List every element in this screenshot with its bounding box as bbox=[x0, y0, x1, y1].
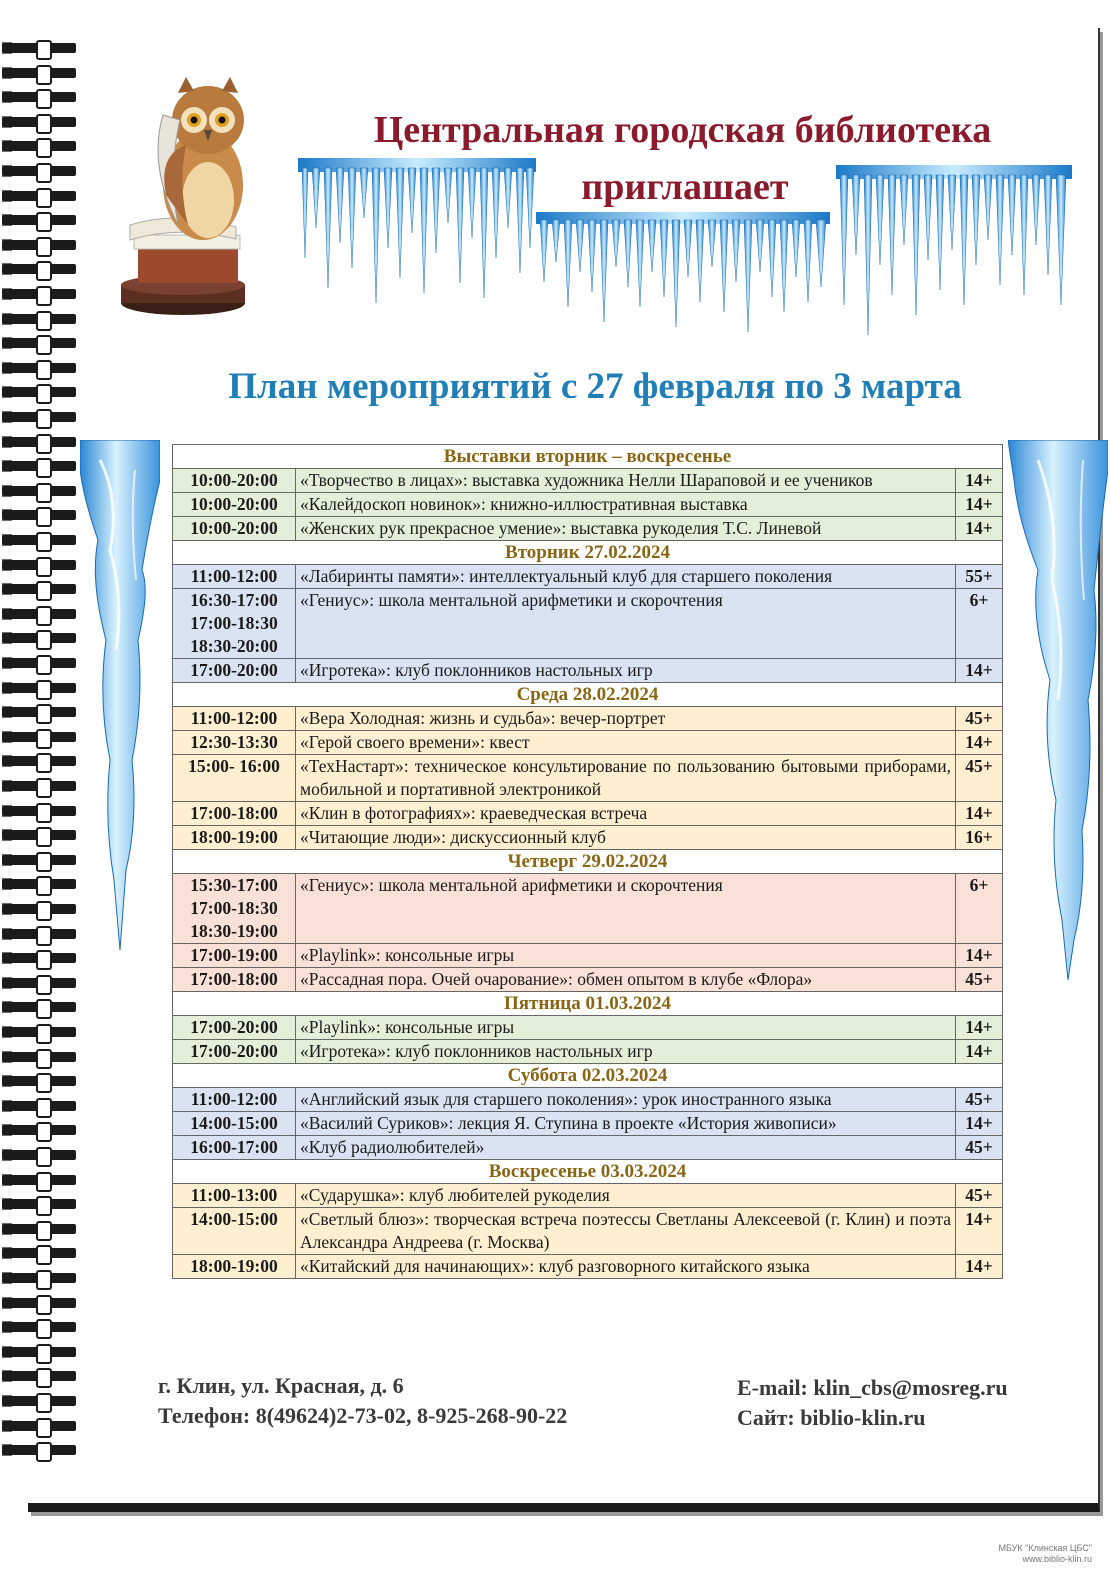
spiral-coil bbox=[2, 1270, 76, 1286]
event-row bbox=[173, 755, 1003, 802]
event-row bbox=[173, 469, 1003, 493]
spiral-coil bbox=[2, 532, 76, 548]
event-description: «Клуб радиолюбителей» bbox=[296, 1136, 956, 1160]
spiral-coil bbox=[2, 1368, 76, 1384]
event-time: 15:00- 16:00 bbox=[173, 755, 296, 802]
age-rating: 6+ bbox=[956, 874, 1003, 944]
age-rating: 55+ bbox=[956, 565, 1003, 589]
age-rating: 45+ bbox=[956, 1136, 1003, 1160]
spiral-coil bbox=[2, 753, 76, 769]
watermark bbox=[998, 1543, 1092, 1565]
spiral-coil bbox=[2, 876, 76, 892]
spiral-coil bbox=[2, 975, 76, 991]
spiral-coil bbox=[2, 1172, 76, 1188]
spiral-coil bbox=[2, 335, 76, 351]
age-rating: 45+ bbox=[956, 968, 1003, 992]
age-rating: 14+ bbox=[956, 469, 1003, 493]
side-icicle-left bbox=[80, 440, 160, 950]
age-rating: 14+ bbox=[956, 1016, 1003, 1040]
event-description: «Сударушка»: клуб любителей рукоделия bbox=[296, 1184, 956, 1208]
event-description: «Игротека»: клуб поклонников настольных игр bbox=[296, 1040, 956, 1064]
age-rating: 14+ bbox=[956, 731, 1003, 755]
watermark-line2: www.biblio-klin.ru bbox=[1022, 1554, 1092, 1564]
event-description: «Playlink»: консольные игры bbox=[296, 1016, 956, 1040]
library-title: Центральная городская библиотека bbox=[373, 109, 992, 151]
day-header: Выставки вторник – воскресенье bbox=[173, 445, 1003, 469]
event-row bbox=[173, 1088, 1003, 1112]
spiral-coil bbox=[2, 237, 76, 253]
event-description: «Игротека»: клуб поклонников настольных игр bbox=[296, 659, 956, 683]
spiral-coil bbox=[2, 704, 76, 720]
event-row bbox=[173, 1040, 1003, 1064]
spiral-coil bbox=[2, 630, 76, 646]
spiral-coil bbox=[2, 852, 76, 868]
event-description: «Китайский для начинающих»: клуб разговорного китайского языка bbox=[296, 1255, 956, 1279]
spiral-coil bbox=[2, 188, 76, 204]
spiral-coil bbox=[2, 212, 76, 228]
spiral-coil bbox=[2, 729, 76, 745]
icicles-decoration-right bbox=[836, 165, 1072, 340]
event-time: 15:30-17:00 17:00-18:30 18:30-19:00 bbox=[173, 874, 296, 944]
site-text: Сайт: biblio-klin.ru bbox=[737, 1405, 926, 1430]
event-time: 16:00-17:00 bbox=[173, 1136, 296, 1160]
spiral-coil bbox=[2, 89, 76, 105]
icicles-decoration-left bbox=[298, 158, 536, 318]
spiral-coil bbox=[2, 1319, 76, 1335]
day-header-row bbox=[173, 683, 1003, 707]
event-row bbox=[173, 1208, 1003, 1255]
event-time: 10:00-20:00 bbox=[173, 469, 296, 493]
age-rating: 14+ bbox=[956, 1040, 1003, 1064]
day-header-row bbox=[173, 1064, 1003, 1088]
age-rating: 45+ bbox=[956, 707, 1003, 731]
spiral-coil bbox=[2, 1442, 76, 1458]
event-description: «Творчество в лицах»: выставка художника Нелли Шараповой и ее учеников bbox=[296, 469, 956, 493]
age-rating: 14+ bbox=[956, 1208, 1003, 1255]
event-time: 11:00-12:00 bbox=[173, 707, 296, 731]
event-description: «Калейдоскоп новинок»: книжно-иллюстративная выставка bbox=[296, 493, 956, 517]
event-time: 11:00-13:00 bbox=[173, 1184, 296, 1208]
day-header: Среда 28.02.2024 bbox=[173, 683, 1003, 707]
spiral-coil bbox=[2, 606, 76, 622]
spiral-coil bbox=[2, 409, 76, 425]
spiral-coil bbox=[2, 286, 76, 302]
event-description: «Английский язык для старшего поколения»: урок иностранного языка bbox=[296, 1088, 956, 1112]
address-text: г. Клин, ул. Красная, д. 6 bbox=[158, 1373, 404, 1398]
event-row bbox=[173, 968, 1003, 992]
event-row bbox=[173, 1112, 1003, 1136]
event-description: «Читающие люди»: дискуссионный клуб bbox=[296, 826, 956, 850]
event-description: «Василий Суриков»: лекция Я. Ступина в проекте «История живописи» bbox=[296, 1112, 956, 1136]
spiral-coil bbox=[2, 581, 76, 597]
spiral-coil bbox=[2, 1221, 76, 1237]
event-row bbox=[173, 1184, 1003, 1208]
spiral-coil bbox=[2, 434, 76, 450]
spiral-coil bbox=[2, 1393, 76, 1409]
spiral-coil bbox=[2, 65, 76, 81]
event-description: «Вера Холодная: жизнь и судьба»: вечер-портрет bbox=[296, 707, 956, 731]
event-row bbox=[173, 589, 1003, 659]
event-time: 17:00-20:00 bbox=[173, 1040, 296, 1064]
age-rating: 45+ bbox=[956, 1184, 1003, 1208]
spiral-coil bbox=[2, 138, 76, 154]
age-rating: 45+ bbox=[956, 755, 1003, 802]
age-rating: 14+ bbox=[956, 517, 1003, 541]
spiral-coil bbox=[2, 1024, 76, 1040]
event-row bbox=[173, 1136, 1003, 1160]
spiral-coil bbox=[2, 803, 76, 819]
event-description: «ТехНастарт»: техническое консультирование по пользованию бытовыми приборами, мобильной и портативной электроникой bbox=[296, 755, 956, 802]
phone-text: Телефон: 8(49624)2-73-02, 8-925-268-90-22 bbox=[158, 1403, 568, 1428]
event-row bbox=[173, 493, 1003, 517]
event-time: 17:00-18:00 bbox=[173, 968, 296, 992]
age-rating: 6+ bbox=[956, 589, 1003, 659]
event-description: «Клин в фотографиях»: краеведческая встреча bbox=[296, 802, 956, 826]
icicles-decoration-middle bbox=[536, 212, 830, 337]
event-row bbox=[173, 517, 1003, 541]
day-header: Пятница 01.03.2024 bbox=[173, 992, 1003, 1016]
invites-subtitle: приглашает bbox=[581, 166, 789, 208]
spiral-coil bbox=[2, 507, 76, 523]
age-rating: 14+ bbox=[956, 1255, 1003, 1279]
event-row bbox=[173, 707, 1003, 731]
age-rating: 14+ bbox=[956, 802, 1003, 826]
spiral-coil bbox=[2, 999, 76, 1015]
event-description: «Гениус»: школа ментальной арифметики и скорочтения bbox=[296, 874, 956, 944]
spiral-binding bbox=[0, 40, 80, 1480]
event-time: 16:30-17:00 17:00-18:30 18:30-20:00 bbox=[173, 589, 296, 659]
spiral-coil bbox=[2, 1049, 76, 1065]
event-row bbox=[173, 1255, 1003, 1279]
event-time: 14:00-15:00 bbox=[173, 1208, 296, 1255]
day-header: Четверг 29.02.2024 bbox=[173, 850, 1003, 874]
event-description: «Playlink»: консольные игры bbox=[296, 944, 956, 968]
spiral-coil bbox=[2, 1147, 76, 1163]
spiral-coil bbox=[2, 261, 76, 277]
day-header-row bbox=[173, 1160, 1003, 1184]
day-header-row bbox=[173, 541, 1003, 565]
age-rating: 14+ bbox=[956, 1112, 1003, 1136]
event-time: 18:00-19:00 bbox=[173, 1255, 296, 1279]
event-time: 12:30-13:30 bbox=[173, 731, 296, 755]
spiral-coil bbox=[2, 1073, 76, 1089]
event-description: «Женских рук прекрасное умение»: выставка рукоделия Т.С. Линевой bbox=[296, 517, 956, 541]
event-time: 17:00-20:00 bbox=[173, 1016, 296, 1040]
event-time: 10:00-20:00 bbox=[173, 493, 296, 517]
spiral-coil bbox=[2, 40, 76, 56]
age-rating: 14+ bbox=[956, 944, 1003, 968]
event-time: 17:00-20:00 bbox=[173, 659, 296, 683]
event-row bbox=[173, 944, 1003, 968]
day-header-row bbox=[173, 850, 1003, 874]
plan-title: План мероприятий с 27 февраля по 3 марта bbox=[228, 366, 962, 407]
spiral-coil bbox=[2, 311, 76, 327]
spiral-coil bbox=[2, 1196, 76, 1212]
day-header: Воскресенье 03.03.2024 bbox=[173, 1160, 1003, 1184]
event-time: 14:00-15:00 bbox=[173, 1112, 296, 1136]
spiral-coil bbox=[2, 1344, 76, 1360]
event-row bbox=[173, 731, 1003, 755]
spiral-coil bbox=[2, 950, 76, 966]
event-description: «Герой своего времени»: квест bbox=[296, 731, 956, 755]
day-header-row bbox=[173, 992, 1003, 1016]
age-rating: 14+ bbox=[956, 659, 1003, 683]
event-row bbox=[173, 565, 1003, 589]
event-time: 17:00-18:00 bbox=[173, 802, 296, 826]
event-time: 10:00-20:00 bbox=[173, 517, 296, 541]
spiral-coil bbox=[2, 827, 76, 843]
spiral-coil bbox=[2, 901, 76, 917]
side-icicle-right bbox=[1008, 440, 1108, 980]
watermark-line1: МБУК "Клинская ЦБС" bbox=[998, 1543, 1092, 1553]
event-row bbox=[173, 1016, 1003, 1040]
spiral-coil bbox=[2, 1098, 76, 1114]
event-row bbox=[173, 826, 1003, 850]
event-time: 11:00-12:00 bbox=[173, 1088, 296, 1112]
spiral-coil bbox=[2, 778, 76, 794]
spiral-coil bbox=[2, 680, 76, 696]
day-header: Суббота 02.03.2024 bbox=[173, 1064, 1003, 1088]
owl-illustration bbox=[108, 75, 253, 320]
event-row bbox=[173, 874, 1003, 944]
event-description: «Лабиринты памяти»: интеллектуальный клуб для старшего поколения bbox=[296, 565, 956, 589]
spiral-coil bbox=[2, 384, 76, 400]
event-description: «Рассадная пора. Очей очарование»: обмен опытом в клубе «Флора» bbox=[296, 968, 956, 992]
spiral-coil bbox=[2, 655, 76, 671]
spiral-coil bbox=[2, 1295, 76, 1311]
schedule-table bbox=[172, 444, 1003, 1279]
spiral-coil bbox=[2, 1418, 76, 1434]
age-rating: 16+ bbox=[956, 826, 1003, 850]
event-row bbox=[173, 802, 1003, 826]
day-header-row bbox=[173, 445, 1003, 469]
spiral-coil bbox=[2, 483, 76, 499]
day-header: Вторник 27.02.2024 bbox=[173, 541, 1003, 565]
age-rating: 45+ bbox=[956, 1088, 1003, 1112]
spiral-coil bbox=[2, 1122, 76, 1138]
event-description: «Гениус»: школа ментальной арифметики и скорочтения bbox=[296, 589, 956, 659]
event-time: 17:00-19:00 bbox=[173, 944, 296, 968]
spiral-coil bbox=[2, 360, 76, 376]
spiral-coil bbox=[2, 926, 76, 942]
spiral-coil bbox=[2, 114, 76, 130]
event-time: 18:00-19:00 bbox=[173, 826, 296, 850]
event-row bbox=[173, 659, 1003, 683]
spiral-coil bbox=[2, 458, 76, 474]
email-text: E-mail: klin_cbs@mosreg.ru bbox=[737, 1375, 1008, 1400]
event-description: «Светлый блюз»: творческая встреча поэтессы Светланы Алексеевой (г. Клин) и поэта Александра Андреева (г. Москва) bbox=[296, 1208, 956, 1255]
spiral-coil bbox=[2, 557, 76, 573]
event-time: 11:00-12:00 bbox=[173, 565, 296, 589]
age-rating: 14+ bbox=[956, 493, 1003, 517]
spiral-coil bbox=[2, 1245, 76, 1261]
spiral-coil bbox=[2, 163, 76, 179]
